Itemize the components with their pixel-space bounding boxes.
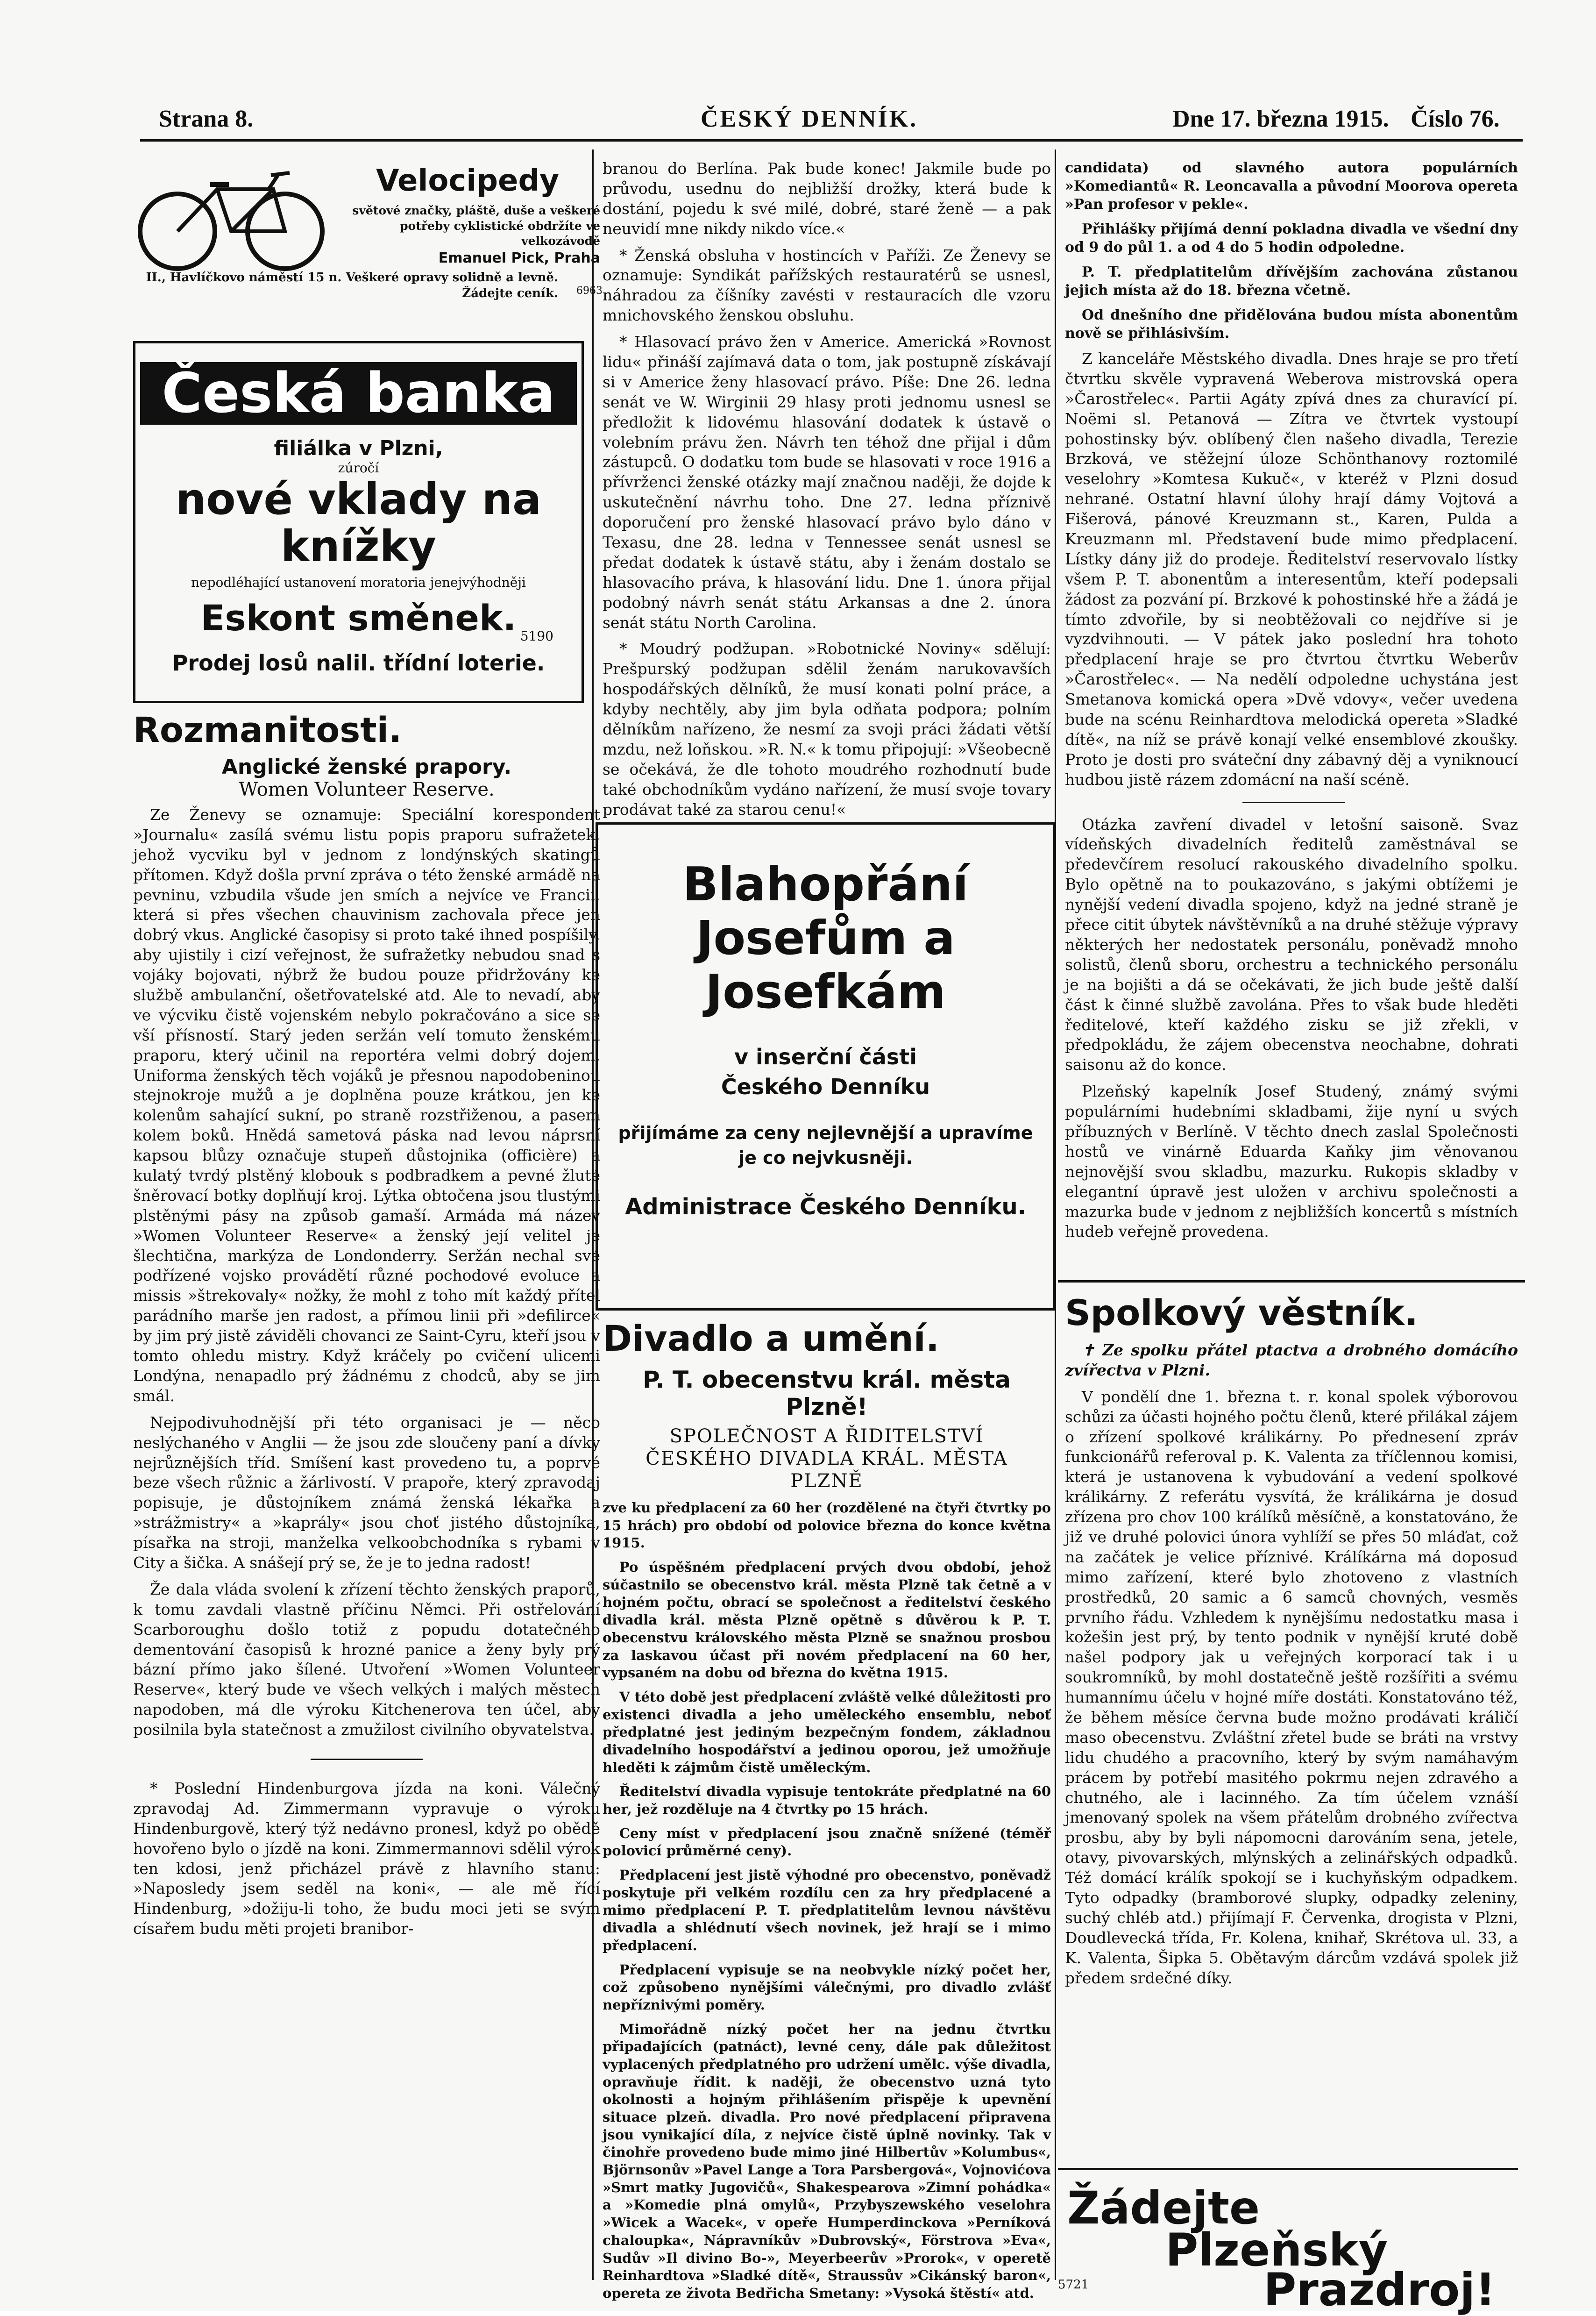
- prazdroj-line1: Žádejte: [1067, 2182, 1260, 2234]
- section-rule: [1058, 1280, 1525, 1283]
- velocipedy-text: světové značky, pláště, duše a veškeré potřeby cyklistické obdržíte ve velkozávodě: [352, 204, 600, 248]
- velocipedy-company: Emanuel Pick, Praha: [438, 250, 600, 266]
- spolkovy-heading: Spolkový věstník.: [1065, 1292, 1418, 1333]
- rozmanitosti-heading: Rozmanitosti.: [133, 710, 402, 750]
- issue-date: Dne 17. března 1915.: [1172, 106, 1389, 132]
- hindenburg-article: * Poslední Hindenburgova jízda na koni. Válečný zpravodaj Ad. Zimmermann vypravuje o výroku Hindenburgově, který týž nedávno pronesl, když po obědě hovořeno bylo o jízdě na koni. Zimmermannovi sdělil výrok ten kdosi, jenž přicházel právě z hlavního stanu: »Naposledy jsem seděl na koni«, — ale mě řící Hindenburg, »dožiju-li toho, že budu moci jeti se svým císařem budu měti projeti branibor-: [133, 1779, 600, 1938]
- article-paragraph: Z kanceláře Městského divadla. Dnes hraje se pro třetí čtvrtku skvěle vypravená Weberova mistrovská opera »Čarostřelec«. Partii Agáty zpívá dnes za churavící pí. Noëmi sl. Petanová — Zítra ve čtvrtek vystoupí pohostinsky býv. oblíbený člen našeho divadla, Terezie Brzková, ve stěžejní úloze Schönthanovy roztomilé veselohry »Komtesa Kukuč«, v kteréž v Plzni dosud nehrané. Ostatní hlavní úlohy hrají dámy Vojtová a Fišerová, pánové Kreuzmann st., Karen, Pulda a Kreuzmann ml. Představení bude mimo předplacení. Lístky dány již do prodeje. Ředitelství reservovalo lístky všem P. T. abonentům a interesentům, kteří podepsali žádost za pozvání pí. Brzkové k pohostinské hře a žádá je tímto zdvořile, by si neobtěžovali co nejdříve si je vyzdvihnouti. — V pátek jako poslední hra tohoto předplacení hraje se pro čtvrtou čtvrtku Weberův »Čarostřelec«. — Na nedělí odpoledne uchystána jest Smetanova komická opera »Dvě vdovy«, večer uvedena bude na scénu Reinhardtova melodická opereta »Sladké dítě«, na níž se právě konají velké ensemblové zkoušky. Proto je dosti pro sváteční dny zábavný děj a vyniknoucí hudbou jistě rázem zdomácní na naší scéně.: [1065, 349, 1518, 789]
- blahoprani-accept: přijímáme za ceny nejlevnější a upravíme je co nejvkusněji.: [618, 1122, 1033, 1168]
- banka-branch: filiálka v Plzni,: [274, 436, 443, 460]
- article-divider: [311, 1759, 423, 1760]
- rozmanitosti-section: [133, 710, 600, 1945]
- article-paragraph: branou do Berlína. Pak bude konec! Jakmile bude po průvodu, usednu do nejbližší drožky, která bude k dostání, pojedu k své milé, dobré, staré ženě — a pak neuvidí mne nikdy nikdo více.«: [603, 159, 1051, 238]
- article-title: Anglické ženské prapory.: [221, 755, 512, 779]
- article-paragraph: * Hlasovací právo žen v Americe. Americká »Rovnost lidu« přináší zajímavá data o tom, jak postupně získávají si v Americe ženy hlasovací právo. Píše: Dne 26. ledna senát ve W. Wirginii 29 hlasy proti jednomu usnesl se předložit k lidovému hlasování dodatek k ústavě o volebním právu žen. Návrh ten téhož dne přijal i dům zástupců. O dodatku tom bude se hlasovati v roce 1916 a přívrženci ženské otázky mají značnou naději, že dojde k uskutečnění návrhu toho. Dne 27. ledna příznivě doporučení pro ženské hlasovací právo bylo dáno v Texasu, dne 28. ledna v Tennessee senát usnesl se předat dodatek k ústavě státu, aby i ženám dostalo se hlasovacího práva, k hlasování lidu. Dne 1. února přijal podobný návrh senát státu Arkansas a dne 2. února senát státu North Carolina.: [603, 333, 1051, 632]
- blahoprani-heading: Blahopřání Josefům a Josefkám: [682, 857, 969, 1019]
- article-paragraph: * Ženská obsluha v hostincích v Paříži. Ze Ženevy se oznamuje: Syndikát pařížských restauratérů se usnesl, náhradou za číšníky zavésti v restauracích dle vzoru mnichovského ženskou obsluhu.: [603, 246, 1051, 325]
- divadlo-section: [596, 1318, 1056, 2309]
- column-2: [596, 159, 1056, 2301]
- article-paragraph: * Moudrý podžupan. »Robotnické Noviny« sdělují: Prešpurský podžupan sdělil ženám narukovavších hospodářských dělníků, že musí konati polní práce, a kdyby nechtěly, aby jim byla odňata podpora; polním dělníkům nařízeno, že nesmí za svoji práci žádati větší mzdu, než loňskou. »R. N.« k tomu připojují: »Všeobecně se očekává, že dle tohoto moudrého rozhodnutí bude také obchodníkům vydáno nařízení, že musí svoje tovary prodávat také za starou cenu!«: [603, 640, 1051, 819]
- blahoprani-admin: Administrace Českého Denníku.: [625, 1194, 1026, 1220]
- banka-loterie: Prodej losů nalil. třídní loterie.: [172, 650, 545, 676]
- velocipedy-ad: [133, 159, 603, 327]
- article-paragraph: Plzeňský kapelník Josef Studený, známý svými populárními hudebními skladbami, žije nyní u svých příbuzných v Berlíně. V těchto dnech zaslal Společnosti hostů ve vinárně Eduarda Kaňky jim věnovanou nejnovější svou skladbu, mazurku. Rukopis skladby v elegantní úpravě jest uložen v archivu společnosti a mazurka bude v jednom z nejbližších koncertů s místních hudeb veřejně provedena.: [1065, 1082, 1518, 1241]
- article-paragraph: Nejpodivuhodnější při této organisaci je — něco neslýchaného v Anglii — že jsou zde sloučeny paní a dívky nejrůznějších tříd. Smíšení kast provedeno tu, a poprvé beze všech růžnic a žárlivostí. V prapoře, který zpravodaj popisuje, je důstojníkem známá ženská lékařka a »strážmistry« a »kaprály« jsou choť jistého důstojníka, písařka na stroji, manželka velkoobchodníka s rybami v City a šička. A snášejí prý se, že je to jedna radost!: [133, 1413, 600, 1572]
- prazdroj-code: 5721: [1058, 2278, 1089, 2292]
- divadlo-sub: SPOLEČNOST A ŘIDITELSTVÍ ČESKÉHO DIVADLA KRÁL. MĚSTA PLZNĚ: [645, 1425, 1008, 1492]
- issue-number: Číslo 76.: [1411, 106, 1500, 132]
- spolkovy-paragraph: V pondělí dne 1. března t. r. konal spolek výborovou schůzi za účasti hojného počtu členů, které přilákal zájem o zřízení spolkové králikárny. Po přednesení zpráv funkcionářů referoval p. K. Valenta za tříčlennou komisi, která je ustanovena k vybudování a vedení spolkové králikárny. Z referátu vysvítá, že králikárna je dosud zřízena pro chov 100 králíků měsíčně, a konstatováno, že již ve druhé polovici února vyhlíží se přes 50 mláďat, což na začátek je velice příznivé. Králíkárna má doposud mimo zařízení, které bylo zhotoveno z vlastních prostředků, 20 samic a 6 samců chovných, vesměs prvního řádu. Vzhledem k nynějšímu nedostatku masa i kožešin jest prý, by tento podnik v nynější kruté době našel podpory jak u veřejných korporací tak i u soukromníků, by mohl dostatečně ještě rozšířiti a svému humannímu účelu v hojné míře dostáti. Konstatováno též, že během měsíce června bude možno prodávati králičí maso obecenstvu. Zvláštní zřetel bude se bráti na vrstvy lidu chudého a pracovního, který by svým namáhavým prácem by potřebí masitého pokrmu nejen zdravého a chutného, ale i lacinného. Za tím účelem vznáší jmenovaný spolek na všem přátelům drobného zvířectva prosbu, aby by byli nápomocni darováním sena, jetele, otavy, pivovarských, mlýnských a zelinářských odpadků. Též domácí králík spokojí se i kuchyňským odpadkem. Tyto odpadky (bramborové slupky, odpadky zeleniny, suchý chléb atd.) přijímají F. Červenka, drogista v Plzni, Doudlevecká třída, Fr. Kolena, knihař, Skrétova ul. 33, a K. Valenta, Šipka 5. Obětavým dárcům vzdává spolek již předem srdečné díky.: [1065, 1387, 1518, 1987]
- divadlo-continued: Přihlášky přijímá denní pokladna divadla ve všední dny od 9 do půl 1. a od 4 do 5 hodin odpoledne.: [1065, 221, 1518, 256]
- divadlo-heading: Divadlo a umění.: [603, 1318, 939, 1359]
- divadlo-paragraph: zve ku předplacení za 60 her (rozdělené na čtyři čtvrtky po 15 hrách) pro období od polovice března do konce května 1915.: [603, 1500, 1051, 1551]
- divadlo-paragraph: Mimořádně nízký počet her na jednu čtvrtku připadajících (patnáct), levné ceny, dále pak důležitost vyplacených předplatného pro udržení umělc. výše divadla, opravňuje řídit. k naději, že obecenstvo uzná tyto okolnosti a hojným přihlášením přispěje k upevnění situace plzeň. divadla. Pro nové předplacení připravena jsou vynikající díla, z nejvíce čistě úplně novinky. Tak v činohře provedeno bude mimo jiné Hilbertův »Kolumbus«, Björnsonův »Pavel Lange a Tora Parsbergová«, Vojnovićova »Smrt matky Jugovičů«, Shakespearova »Zimní pohádka« a »Komedie plná omylů«, Przybyszewského veselohra »Wicek a Wacek«, v opeře Humperdinckova »Perníková chaloupka«, Nápravníkův »Dubrovský«, Förstrova »Eva«, Sudův »Il divino Bo-», Meyerbeerův »Prorok«, v operetě Reinhardtova »Sladké dítě«, Straussův »Cikánský baron«, opereta ze života Bedřicha Smetany: »Vysoká štěstí« atd.: [603, 2021, 1051, 2301]
- divadlo-paragraph: Ředitelství divadla vypisuje tentokráte předplatné na 60 her, jež rozděluje na 4 čtvrtky po 15 hrách.: [603, 1783, 1051, 1817]
- banka-offer: nové vklady na knížky: [175, 474, 542, 572]
- banka-zuroci: zúročí: [338, 460, 379, 476]
- divadlo-continued: candidata) od slavného autora populárních »Komediantů« R. Leoncavalla a původní Moorova opereta »Pan profesor v pekle«.: [1065, 160, 1518, 213]
- column-1: [133, 159, 603, 2289]
- blahoprani-ad: [596, 822, 1056, 1311]
- velocipedy-code: 6963: [576, 285, 603, 297]
- article-subtitle: Women Volunteer Reserve.: [239, 779, 495, 800]
- divadlo-paragraph: Předplacení vypisuje se na neobvykle nízký počet her, což způsobeno nynějšími válečnými, pro divadlo zvlášť nepříznivými poměry.: [603, 1961, 1051, 2013]
- article-paragraph: Že dala vláda svolení k zřízení těchto ženských praporů, k tomu zavdali vlastně příčinu Němci. Při ostřelování Scarboroughu došlo totiž z popudu dotatečného dementování časopisů k hrozné panice a ženy byly prý bázní přímo jako šílené. Utvoření »Women Volunteer Reserve«, který bude ve všech velkých i malých městech napodoben, má dle výroku Kitchenerova ten účel, aby posilnila byla statečnost a zmužilost civilního obyvatelstva.: [133, 1580, 600, 1739]
- divadlo-continued: Od dnešního dne přidělována budou místa abonentům nově se přihlásivším.: [1065, 307, 1518, 342]
- spolkovy-vestnik-section: [1058, 1280, 1518, 1995]
- velocipedy-address: II., Havlíčkovo náměstí 15 n. Veškeré opravy solidně a levně. Žádejte ceník.: [146, 271, 558, 300]
- spolkovy-title: ✝ Ze spolku přátel ptactva a drobného domácího zvířectva v Plzni.: [1065, 1341, 1518, 1379]
- banka-code: 5190: [520, 628, 553, 644]
- article-paragraph: Otázka zavření divadel v letošní saisoně. Svaz vídeňských divadelních ředitelů zaměstnával se předevčírem resolucí rakouského divadelního spolku. Bylo opětně na to poukazováno, s jakými obtížemi je nynější vedení divadla spojeno, když na jedné straně je přece citit úbytek návštěvníků a na druhé stěžuje výpravy některých her nedostatek personálu, poněvadž mnoho solistů, členů sboru, orchestru a technického personálu je na bojišti a dá se očekávati, že jich bude ještě další část k činné službě zavolána. Přes to však bude hleděti ředitelové, kteří každého zisku se již zřekli, v předpokládu, že zájem obecenstva neochabne, dohrati saisonu až do konce.: [1065, 815, 1518, 1074]
- divadlo-paragraph: Ceny míst v předplacení jsou značně snížené (téměř polovicí průměrné ceny).: [603, 1825, 1051, 1859]
- velocipedy-heading: Velocipedy: [376, 164, 559, 198]
- banka-name: Česká banka: [140, 362, 577, 425]
- prazdroj-line3: Prazdroj!: [1263, 2264, 1496, 2316]
- divadlo-paragraph: V této době jest předplacení zvláště velké důležitosti pro existenci divadla a jeho uměleckého ensemblu, neboť předplatné jest jediným bezpečným fondem, základnou divadelního hospodářství a jedinou oporou, jež umožňuje hleděti k zájmům čistě uměleckým.: [603, 1689, 1051, 1775]
- divadlo-paragraph: Předplacení jest jistě výhodné pro obecenstvo, poněvadž poskytuje při velkém rozdílu cen za hry předplacené a mimo předplacení P. T. předplatitelům levnou návštěvu divadla a shlédnutí všech novinek, jež hrají se i mimo předplacení.: [603, 1867, 1051, 1953]
- divadlo-continued: P. T. předplatitelům dřívějším zachována zůstanou jejich místa až do 18. března včetně.: [1065, 264, 1518, 299]
- divadlo-title: P. T. obecenstvu král. města Plzně!: [643, 1366, 1011, 1420]
- article-paragraph: Ze Ženevy se oznamuje: Speciální korespondent »Journalu« zasílá svému listu popis praporu sufražetek, jehož vycviku byl v jednom z londýnských skatingů přítomen. Když došla první zpráva o této ženské armádě na pevninu, vzbudila všude jen smích a nejvíce ve Francii, která si přes všechen chauvinism zachovala přece jen dobrý vkus. Anglické časopisy si proto také ihned pospíšily, aby ujistily i cizí veřejnost, že sufražetky nebudou snad s vojáky bojovati, nýbrž že budou pouze přidržovány ke službě ambulanční, ošetřovatelské atd. Ale to nevadí, aby ve výcviku čistě vojenském nebylo pokračováno a sice se vší přísností. Starý jeden seržán velí tomuto ženskému praporu, který učinil na reportéra velmi dobrý dojem. Uniforma ženských těch vojáků je přesnou napodobeninou stejnokroje mužů a je doplněna pouze krátkou, jen ke kolenům sahající sukní, po straně rozstřiženou, a pasem kolem boků. Hnědá sametová páska nad levou náprsní kapsou blůzy označuje stupeň důstojnika (officière) a kulatý tvrdý plstěný klobouk s podbradkem a pevné žluté šněrovací botky doplňují kroj. Lýtka obtočena jsou tlustými plstěnými pásy na způsob gamaší. Armáda má název »Women Volunteer Reserve« a ženský její velitel je šlechtična, markýza de Londonderry. Seržán nechal své podřízené vojsko provádětí různé pochodové evoluce a missis »štrekovaly« nožky, že mohl z toho mít každý přítel parádního marše jen radost, a přímou linii při »defilirce« by jim prý jistě záviděli chovanci ze Saint-Cyru, kteří jsou v tomto ohledu mistry. Když kráčely po cvičení ulicemi Londýna, nenapadlo prý žádnému z chodců, aby se jim smál.: [133, 805, 600, 1405]
- divadlo-paragraph: Po úspěšném předplacení prvých dvou období, jehož súčastnilo se obecenstvo král. města Plzně tak četně a v hojném počtu, obrací se společnost a ředitelství českého divadla král. města Plzně opětně s důvěrou k P. T. obecenstvu královského města Plzně se snažnou prosbou za laskavou účast při novém předplacení na 60 her, vypsaném na dobu od března do května 1915.: [603, 1559, 1051, 1681]
- newspaper-title: ČESKÝ DENNÍK.: [701, 106, 918, 132]
- blahoprani-sub: v inserční části Českého Denníku: [721, 1044, 930, 1100]
- column-3: [1058, 159, 1518, 2316]
- ceska-banka-ad: [133, 341, 584, 703]
- prazdroj-ad: [1058, 2168, 1518, 2316]
- banka-note: nepodléhající ustanovení moratoria jenejvýhodněji: [191, 575, 526, 591]
- article-divider: [1242, 802, 1345, 803]
- page-number: Strana 8.: [159, 106, 254, 132]
- prazdroj-line2: Plzeňský: [1165, 2224, 1388, 2276]
- bicycle-icon: [133, 168, 329, 271]
- banka-eskont: Eskont směnek.: [200, 597, 517, 639]
- masthead-rule: [140, 139, 1523, 142]
